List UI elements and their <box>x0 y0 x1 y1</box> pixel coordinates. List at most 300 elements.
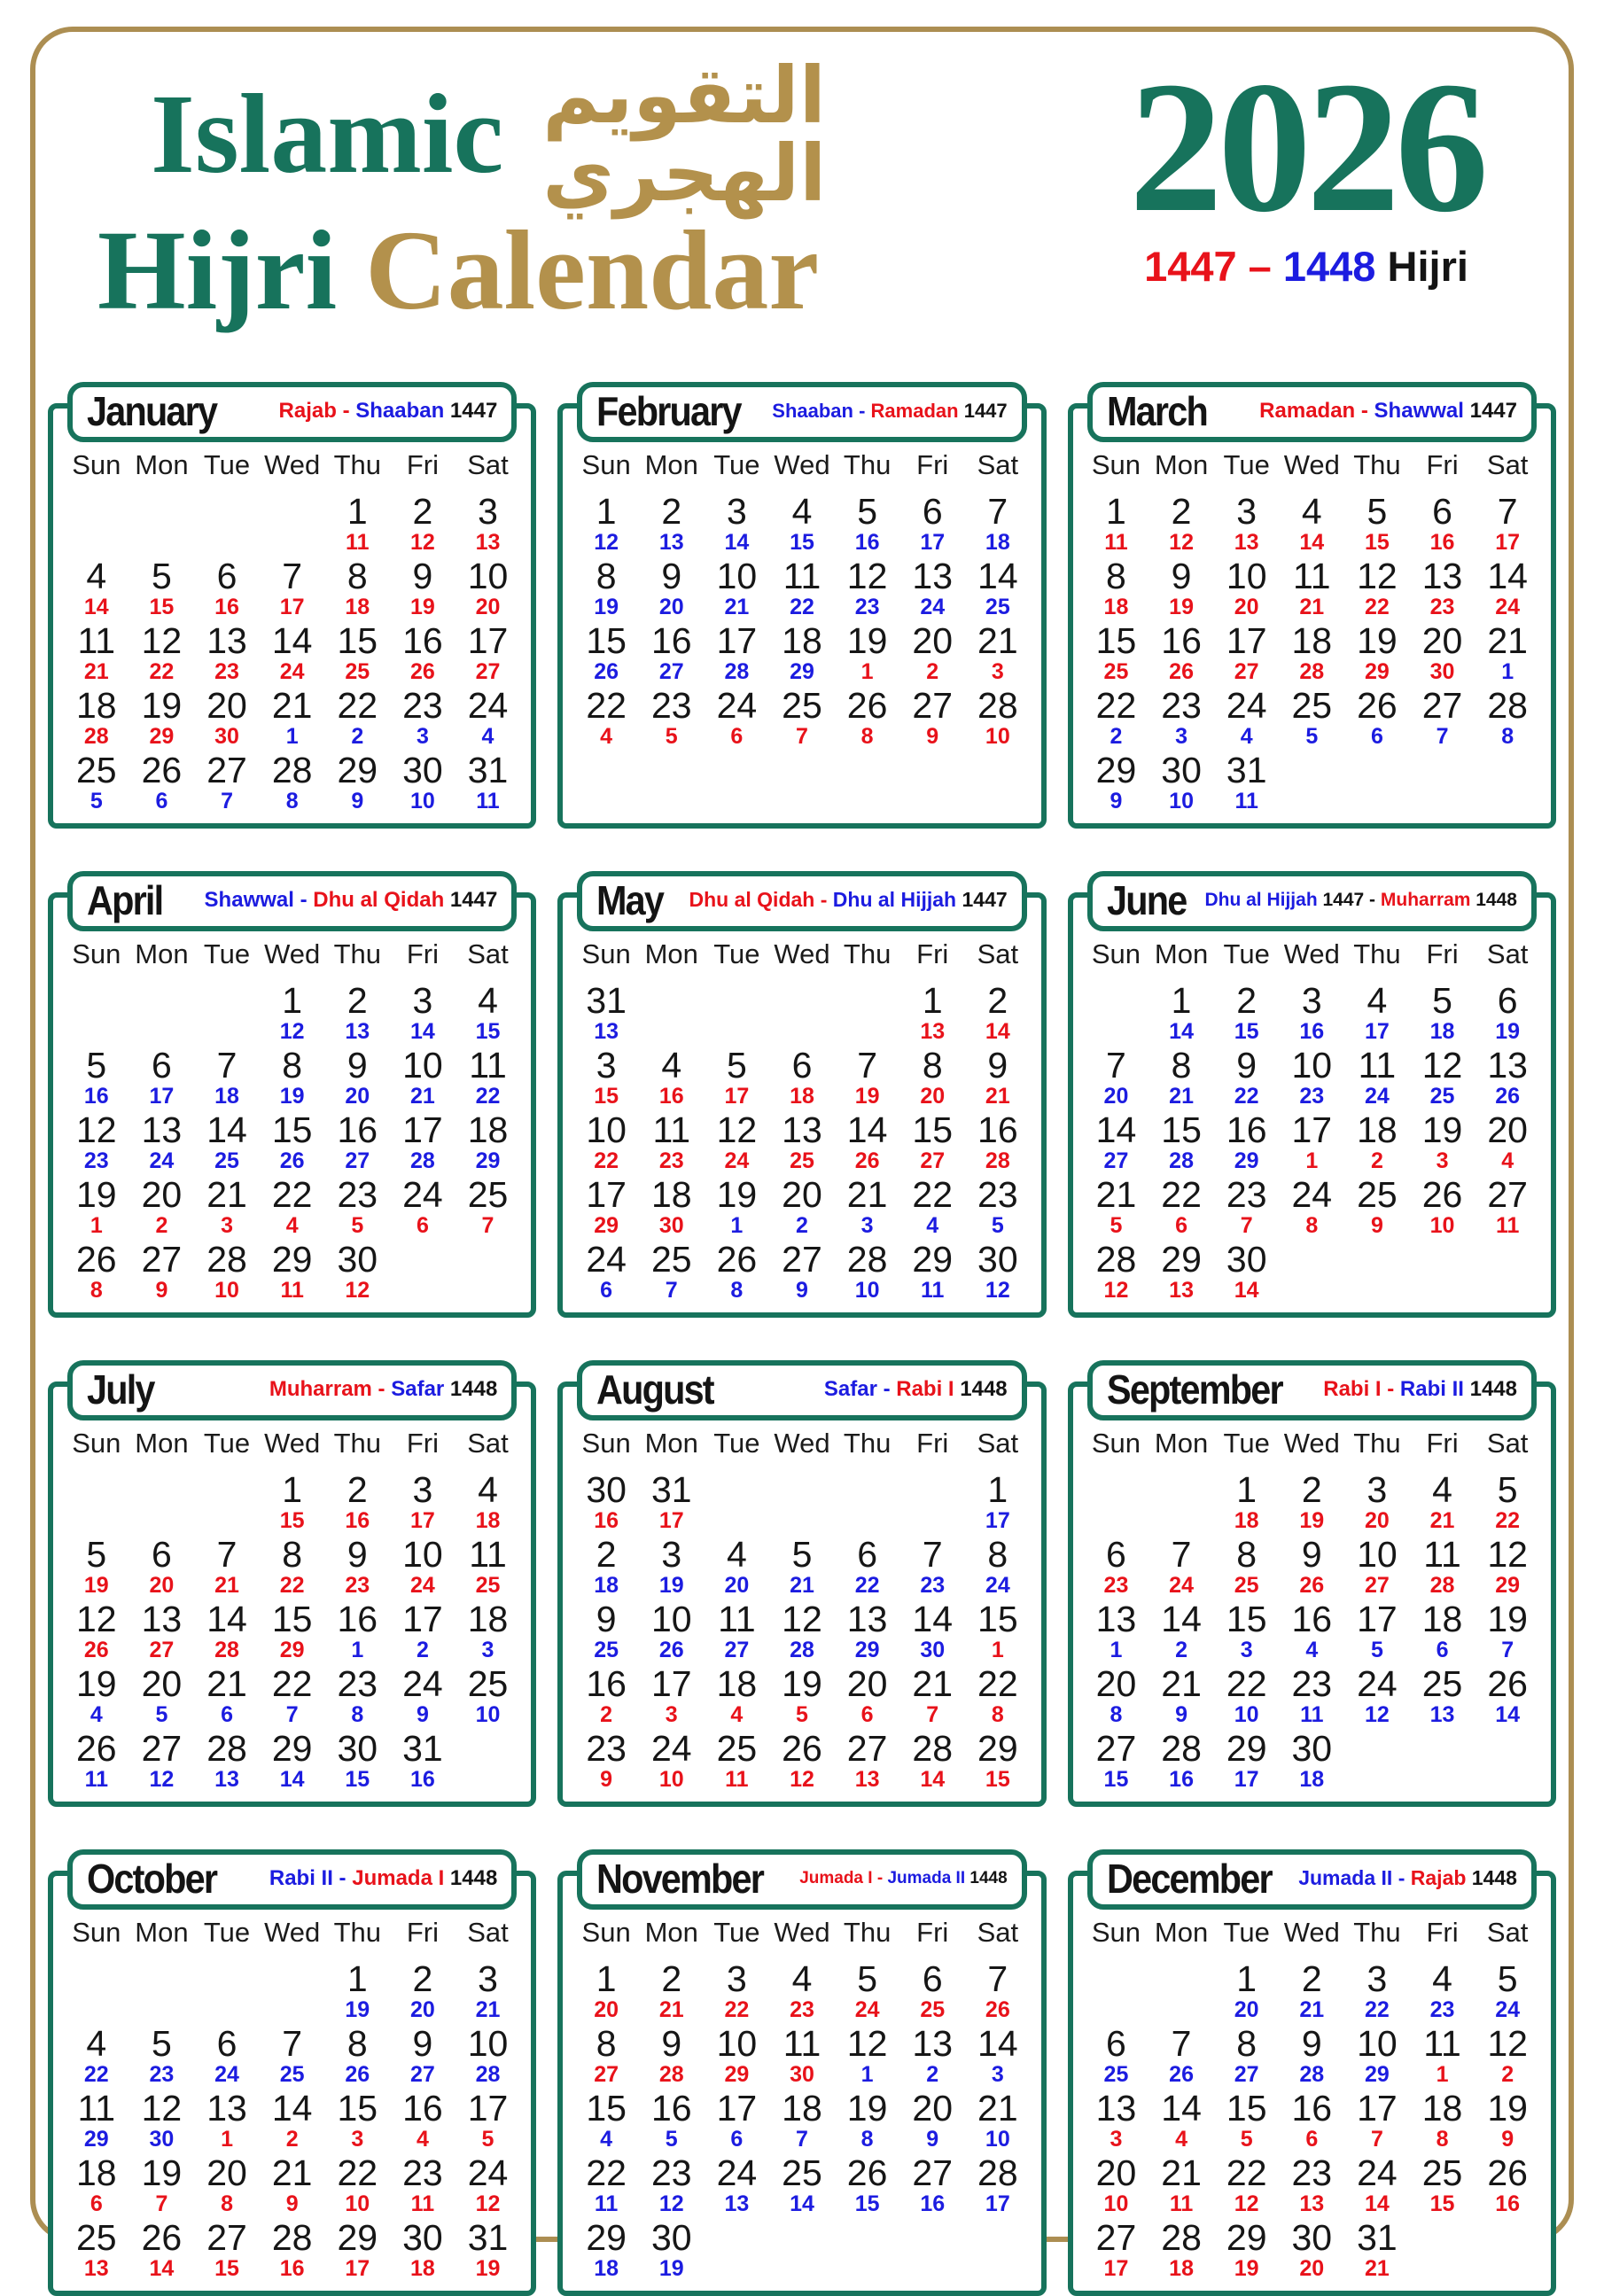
hijri-label-segment: 1447 <box>444 887 498 912</box>
gregorian-date: 1 <box>1236 1468 1258 1510</box>
weekday-label: Sat <box>1486 1916 1529 1948</box>
day-cell <box>1214 555 1280 623</box>
hijri-date: 16 <box>1299 1019 1325 1045</box>
hijri-date: 9 <box>600 1767 613 1793</box>
gregorian-date: 25 <box>782 684 822 726</box>
day-cell <box>573 2152 639 2220</box>
hijri-date: 1 <box>1436 2062 1449 2088</box>
hijri-date: 10 <box>854 1278 880 1304</box>
hijri-date: 15 <box>1103 1767 1129 1793</box>
hijri-date: 27 <box>920 1148 946 1174</box>
day-cell <box>64 1109 129 1177</box>
day-cell <box>705 2152 770 2220</box>
day-cell <box>1084 2022 1149 2090</box>
day-cell <box>899 1044 965 1112</box>
hijri-date: 18 <box>1169 2256 1194 2282</box>
hijri-date: 8 <box>90 1278 103 1304</box>
day-cell <box>573 1109 639 1177</box>
month-day-grid <box>563 1387 1040 1799</box>
hijri-date: 14 <box>790 2191 814 2217</box>
gregorian-date: 30 <box>402 2216 443 2258</box>
hijri-date: 22 <box>854 1573 880 1599</box>
empty-cell <box>64 494 129 558</box>
day-cell <box>965 1957 1031 2026</box>
weekday-label: Sat <box>977 448 1019 480</box>
gregorian-date: 17 <box>467 2087 509 2129</box>
day-cell <box>390 555 456 623</box>
hijri-date: 14 <box>1495 1702 1521 1728</box>
hijri-date: 12 <box>1103 1278 1129 1304</box>
month-name: May <box>596 876 664 923</box>
hijri-date: 22 <box>594 1148 619 1174</box>
hijri-date: 16 <box>658 1084 684 1109</box>
day-cell <box>705 2087 770 2155</box>
hijri-date: 18 <box>985 530 1010 556</box>
gregorian-date: 13 <box>206 619 247 661</box>
day-cell <box>769 619 835 688</box>
empty-cell <box>899 752 965 817</box>
empty-cell <box>194 1961 260 2026</box>
hijri-label-segment: Ramadan <box>1259 398 1356 423</box>
hijri-date: 7 <box>926 1702 939 1728</box>
day-cell <box>639 1727 705 1795</box>
hijri-date: 18 <box>790 1084 814 1109</box>
day-cell <box>1214 979 1280 1047</box>
empty-cell <box>1084 1472 1149 1537</box>
gregorian-date: 10 <box>1357 2022 1398 2064</box>
gregorian-date: 6 <box>922 490 943 532</box>
hijri-date: 4 <box>1175 2127 1188 2152</box>
hijri-date: 2 <box>351 724 364 750</box>
day-cell <box>1410 1533 1476 1601</box>
gregorian-date: 26 <box>846 684 888 726</box>
hijri-date: 29 <box>279 1638 305 1663</box>
gregorian-date: 6 <box>857 1533 877 1575</box>
gregorian-date: 21 <box>977 619 1018 661</box>
hijri-date: 27 <box>724 1638 750 1663</box>
gregorian-date: 19 <box>1487 2087 1528 2129</box>
gregorian-date: 10 <box>1291 1044 1333 1086</box>
hijri-date: 21 <box>658 1997 684 2023</box>
weekday-label: Fri <box>916 938 949 969</box>
day-cell <box>639 2022 705 2090</box>
day-cell <box>899 684 965 752</box>
hijri-date: 19 <box>658 2256 684 2282</box>
hijri-date: 6 <box>860 1702 874 1728</box>
hijri-date: 13 <box>920 1019 946 1045</box>
hijri-label-segment: Jumada II <box>1298 1866 1393 1890</box>
hijri-date: 17 <box>409 1508 435 1534</box>
hijri-date: 18 <box>345 595 370 620</box>
hijri-date: 11 <box>921 1278 945 1304</box>
hijri-date: 10 <box>1429 1213 1455 1239</box>
gregorian-date: 30 <box>1291 1727 1333 1769</box>
gregorian-date: 1 <box>1106 490 1126 532</box>
gregorian-date: 3 <box>596 1044 617 1086</box>
weekday-label: Thu <box>333 1916 381 1948</box>
gregorian-date: 12 <box>76 1109 117 1150</box>
day-cell <box>769 2087 835 2155</box>
weekday-label: Sat <box>1486 1427 1529 1459</box>
gregorian-date: 27 <box>912 2152 954 2193</box>
hijri-date: 13 <box>658 530 684 556</box>
hijri-date: 8 <box>221 2191 233 2217</box>
gregorian-date: 14 <box>271 2087 313 2129</box>
day-cell <box>573 1598 639 1666</box>
gregorian-date: 26 <box>1357 684 1398 726</box>
hijri-date: 17 <box>1495 530 1521 556</box>
weekday-label: Tue <box>1223 1427 1270 1459</box>
weekday-label: Sun <box>581 1427 631 1459</box>
day-cell <box>1475 1468 1540 1537</box>
day-cell <box>390 1173 456 1241</box>
hijri-date: 9 <box>1370 1213 1383 1239</box>
day-cell <box>1344 2022 1410 2090</box>
day-cell <box>324 749 390 817</box>
hijri-date: 12 <box>790 1767 814 1793</box>
day-cell <box>1475 1533 1540 1601</box>
month-day-grid <box>1073 409 1551 821</box>
hijri-date: 28 <box>1299 2062 1325 2088</box>
hijri-date: 7 <box>1436 724 1449 750</box>
weekday-label: Sun <box>72 448 121 480</box>
hijri-date: 24 <box>279 659 305 685</box>
day-cell <box>1344 1957 1410 2026</box>
hijri-date: 13 <box>1169 1278 1194 1304</box>
hijri-months-label <box>817 1377 1008 1402</box>
day-cell <box>1475 2152 1540 2220</box>
gregorian-date: 25 <box>1421 1662 1463 1704</box>
month-name: April <box>87 876 163 923</box>
month-name: August <box>596 1366 714 1413</box>
month-header-tab <box>67 1849 517 1910</box>
hijri-date: 13 <box>854 1767 880 1793</box>
gregorian-date: 26 <box>76 1727 117 1769</box>
gregorian-date: 22 <box>1161 1173 1202 1215</box>
hijri-date: 23 <box>345 1573 370 1599</box>
hijri-date: 25 <box>1103 2062 1129 2088</box>
hijri-date: 4 <box>730 1702 744 1728</box>
hijri-date: 6 <box>221 1702 233 1728</box>
gregorian-date: 9 <box>596 1598 617 1639</box>
gregorian-date: 2 <box>1236 979 1258 1021</box>
gregorian-date: 31 <box>1226 749 1267 790</box>
gregorian-date: 5 <box>857 1957 877 1999</box>
day-cell <box>456 1662 521 1731</box>
gregorian-date: 11 <box>469 1533 507 1575</box>
hijri-date: 22 <box>1365 595 1390 620</box>
gregorian-date: 23 <box>1291 2152 1333 2193</box>
gregorian-date: 19 <box>846 619 888 661</box>
weekday-label: Sun <box>1091 1427 1141 1459</box>
empty-cell <box>965 752 1031 817</box>
hijri-label-segment: Shawwal <box>1374 398 1464 423</box>
month-day-grid <box>1073 1876 1551 2288</box>
gregorian-date: 12 <box>1487 1533 1528 1575</box>
day-cell <box>64 555 129 623</box>
day-cell <box>639 1662 705 1731</box>
day-cell <box>965 2087 1031 2155</box>
hijri-date: 6 <box>730 724 744 750</box>
gregorian-date: 25 <box>76 2216 117 2258</box>
gregorian-date: 24 <box>1291 1173 1333 1215</box>
day-cell <box>1344 1662 1410 1731</box>
gregorian-date: 8 <box>346 2022 368 2064</box>
day-cell <box>129 555 195 623</box>
empty-cell <box>1344 1241 1410 1306</box>
month-header-tab <box>67 871 517 931</box>
gregorian-date: 11 <box>1358 1044 1397 1086</box>
hijri-date: 15 <box>790 530 814 556</box>
gregorian-date: 21 <box>912 1662 954 1704</box>
empty-cell <box>1280 1241 1345 1306</box>
gregorian-date: 21 <box>271 684 313 726</box>
hijri-date: 19 <box>409 595 435 620</box>
day-cell <box>769 1173 835 1241</box>
hijri-date: 20 <box>1234 595 1259 620</box>
day-cell <box>324 490 390 558</box>
gregorian-date: 29 <box>337 2216 378 2258</box>
weekday-label: Wed <box>264 1427 321 1459</box>
hijri-date: 7 <box>665 1278 678 1304</box>
hijri-date: 17 <box>985 1508 1010 1534</box>
day-cell <box>260 555 325 623</box>
month-header-tab <box>1087 1360 1537 1420</box>
hijri-date: 7 <box>1501 1638 1514 1663</box>
day-cell <box>260 1468 325 1537</box>
hijri-date: 1 <box>730 1213 744 1239</box>
hijri-date: 29 <box>475 1148 501 1174</box>
gregorian-date: 1 <box>282 979 303 1021</box>
hijri-date: 20 <box>345 1084 370 1109</box>
hijri-label-segment: Ramadan <box>870 399 959 422</box>
hijri-date: 18 <box>409 2256 435 2282</box>
gregorian-date: 8 <box>596 2022 617 2064</box>
hijri-date: 27 <box>1365 1573 1390 1599</box>
hijri-date: 26 <box>345 2062 370 2088</box>
hijri-date: 1 <box>1110 1638 1123 1663</box>
hijri-date: 14 <box>149 2256 175 2282</box>
gregorian-date: 21 <box>977 2087 1018 2129</box>
weekday-label: Sun <box>581 1916 631 1948</box>
hijri-date: 24 <box>1365 1084 1390 1109</box>
hijri-date: 23 <box>1299 1084 1325 1109</box>
day-cell <box>1280 490 1345 558</box>
hijri-date: 11 <box>280 1278 304 1304</box>
gregorian-date: 25 <box>1357 1173 1398 1215</box>
gregorian-date: 1 <box>596 490 617 532</box>
empty-cell <box>705 983 770 1047</box>
gregorian-date: 25 <box>716 1727 758 1769</box>
weekday-label: Sun <box>72 938 121 969</box>
hijri-label-segment: Shaaban <box>772 399 853 422</box>
weekday-label: Wed <box>1283 938 1340 969</box>
gregorian-date: 13 <box>206 2087 247 2129</box>
gregorian-date: 4 <box>478 979 498 1021</box>
gregorian-date: 12 <box>846 555 888 596</box>
hijri-date: 27 <box>594 2062 619 2088</box>
hijri-date: 3 <box>1436 1148 1449 1174</box>
hijri-date: 5 <box>155 1702 168 1728</box>
gregorian-date: 1 <box>1171 979 1192 1021</box>
hijri-date: 26 <box>985 1997 1010 2023</box>
gregorian-date: 4 <box>478 1468 498 1510</box>
hijri-date: 2 <box>796 1213 808 1239</box>
day-cell <box>1410 1662 1476 1731</box>
arabic-calligraphy: التقويم الهجري <box>542 50 827 219</box>
hijri-date: 4 <box>285 1213 299 1239</box>
gregorian-date: 18 <box>782 619 822 661</box>
gregorian-date: 19 <box>1421 1109 1463 1150</box>
hijri-date: 6 <box>1305 2127 1319 2152</box>
months-grid <box>0 329 1604 2296</box>
month-july <box>48 1366 536 1807</box>
hijri-date: 21 <box>475 1997 501 2023</box>
day-cell <box>390 1598 456 1666</box>
hijri-date: 30 <box>1429 659 1455 685</box>
month-december <box>1068 1855 1556 2296</box>
gregorian-date: 20 <box>912 619 954 661</box>
hijri-date: 5 <box>991 1213 1004 1239</box>
day-cell <box>260 684 325 752</box>
hijri-date: 30 <box>149 2127 175 2152</box>
day-cell <box>390 684 456 752</box>
gregorian-date: 12 <box>782 1598 822 1639</box>
month-october <box>48 1855 536 2296</box>
day-cell <box>324 979 390 1047</box>
weekday-label: Tue <box>713 938 760 969</box>
gregorian-date: 19 <box>76 1173 117 1215</box>
day-cell <box>324 619 390 688</box>
day-cell <box>965 1533 1031 1601</box>
hijri-date: 15 <box>854 2191 880 2217</box>
day-cell <box>965 2152 1031 2220</box>
hijri-date: 21 <box>1365 2256 1390 2282</box>
empty-cell <box>129 1961 195 2026</box>
gregorian-date: 23 <box>1226 1173 1267 1215</box>
month-august <box>557 1366 1046 1807</box>
hijri-date: 2 <box>155 1213 168 1239</box>
gregorian-date: 8 <box>596 555 617 596</box>
day-cell <box>573 2022 639 2090</box>
empty-cell <box>705 752 770 817</box>
hijri-date: 8 <box>351 1702 364 1728</box>
hijri-range-segment: – <box>1236 243 1283 291</box>
weekday-label: Fri <box>1426 1427 1459 1459</box>
gregorian-date: 9 <box>412 555 433 596</box>
gregorian-date: 3 <box>661 1533 682 1575</box>
month-day-grid <box>53 898 531 1310</box>
weekday-label: Sat <box>467 448 509 480</box>
hijri-date: 14 <box>1299 530 1325 556</box>
gregorian-date: 24 <box>1226 684 1267 726</box>
hijri-label-segment: 1448 <box>444 1376 498 1401</box>
day-cell <box>1084 1238 1149 1306</box>
hijri-date: 5 <box>1370 1638 1383 1663</box>
day-cell <box>390 1044 456 1112</box>
gregorian-date: 30 <box>1161 749 1202 790</box>
gregorian-date: 22 <box>1095 684 1137 726</box>
hijri-date: 1 <box>351 1638 364 1663</box>
month-day-grid <box>53 1387 531 1799</box>
day-cell <box>194 1044 260 1112</box>
empty-cell <box>835 1472 900 1537</box>
day-cell <box>835 2152 900 2220</box>
hijri-label-segment: Muharram <box>1380 889 1471 910</box>
day-cell <box>64 1238 129 1306</box>
weekday-label: Wed <box>264 448 321 480</box>
gregorian-date: 15 <box>1226 1598 1267 1639</box>
gregorian-date: 13 <box>912 2022 954 2064</box>
day-cell <box>1410 2087 1476 2155</box>
hijri-date: 24 <box>149 1148 175 1174</box>
month-header-tab <box>577 1849 1026 1910</box>
gregorian-date: 30 <box>977 1238 1018 1280</box>
hijri-date: 10 <box>1103 2191 1129 2217</box>
gregorian-date: 8 <box>1106 555 1126 596</box>
day-cell <box>390 2022 456 2090</box>
weekday-label: Sat <box>467 938 509 969</box>
hijri-months-label <box>682 888 1008 912</box>
title-word-hijri: Hijri <box>97 207 338 333</box>
hijri-date: 30 <box>214 724 239 750</box>
day-cell <box>899 1238 965 1306</box>
empty-cell <box>769 2220 835 2284</box>
day-cell <box>324 1533 390 1601</box>
empty-cell <box>769 752 835 817</box>
month-name: January <box>87 387 217 434</box>
day-cell <box>1084 684 1149 752</box>
gregorian-date: 28 <box>271 749 313 790</box>
hijri-months-label <box>262 1866 497 1891</box>
day-cell <box>639 619 705 688</box>
day-cell <box>129 2216 195 2284</box>
weekday-label: Fri <box>916 1916 949 1948</box>
hijri-label-segment: 1448 <box>1466 1866 1517 1890</box>
hijri-label-segment: 1447 <box>958 399 1008 422</box>
day-cell <box>390 1662 456 1731</box>
hijri-date: 18 <box>594 2256 619 2282</box>
gregorian-date: 29 <box>586 2216 627 2258</box>
hijri-date: 18 <box>1429 1019 1455 1045</box>
gregorian-date: 9 <box>412 2022 433 2064</box>
hijri-date: 3 <box>416 724 429 750</box>
gregorian-date: 30 <box>1226 1238 1267 1280</box>
day-cell <box>1214 490 1280 558</box>
gregorian-date: 4 <box>1432 1468 1452 1510</box>
gregorian-date: 13 <box>1095 1598 1137 1639</box>
weekday-label: Fri <box>406 1916 439 1948</box>
gregorian-date: 27 <box>141 1727 183 1769</box>
day-cell <box>1280 2087 1345 2155</box>
day-cell <box>324 1957 390 2026</box>
empty-cell <box>1475 752 1540 817</box>
hijri-date: 8 <box>730 1278 744 1304</box>
hijri-date: 16 <box>83 1084 109 1109</box>
gregorian-date: 28 <box>977 684 1018 726</box>
hijri-date: 24 <box>214 2062 239 2088</box>
day-cell <box>573 490 639 558</box>
hijri-date: 1 <box>1305 1148 1319 1174</box>
gregorian-date: 11 <box>783 555 821 596</box>
gregorian-date: 7 <box>1106 1044 1126 1086</box>
hijri-date: 16 <box>1429 530 1455 556</box>
gregorian-date: 10 <box>650 1598 692 1639</box>
gregorian-date: 24 <box>650 1727 692 1769</box>
gregorian-date: 17 <box>586 1173 627 1215</box>
hijri-date: 8 <box>860 2127 874 2152</box>
gregorian-date: 16 <box>1161 619 1202 661</box>
